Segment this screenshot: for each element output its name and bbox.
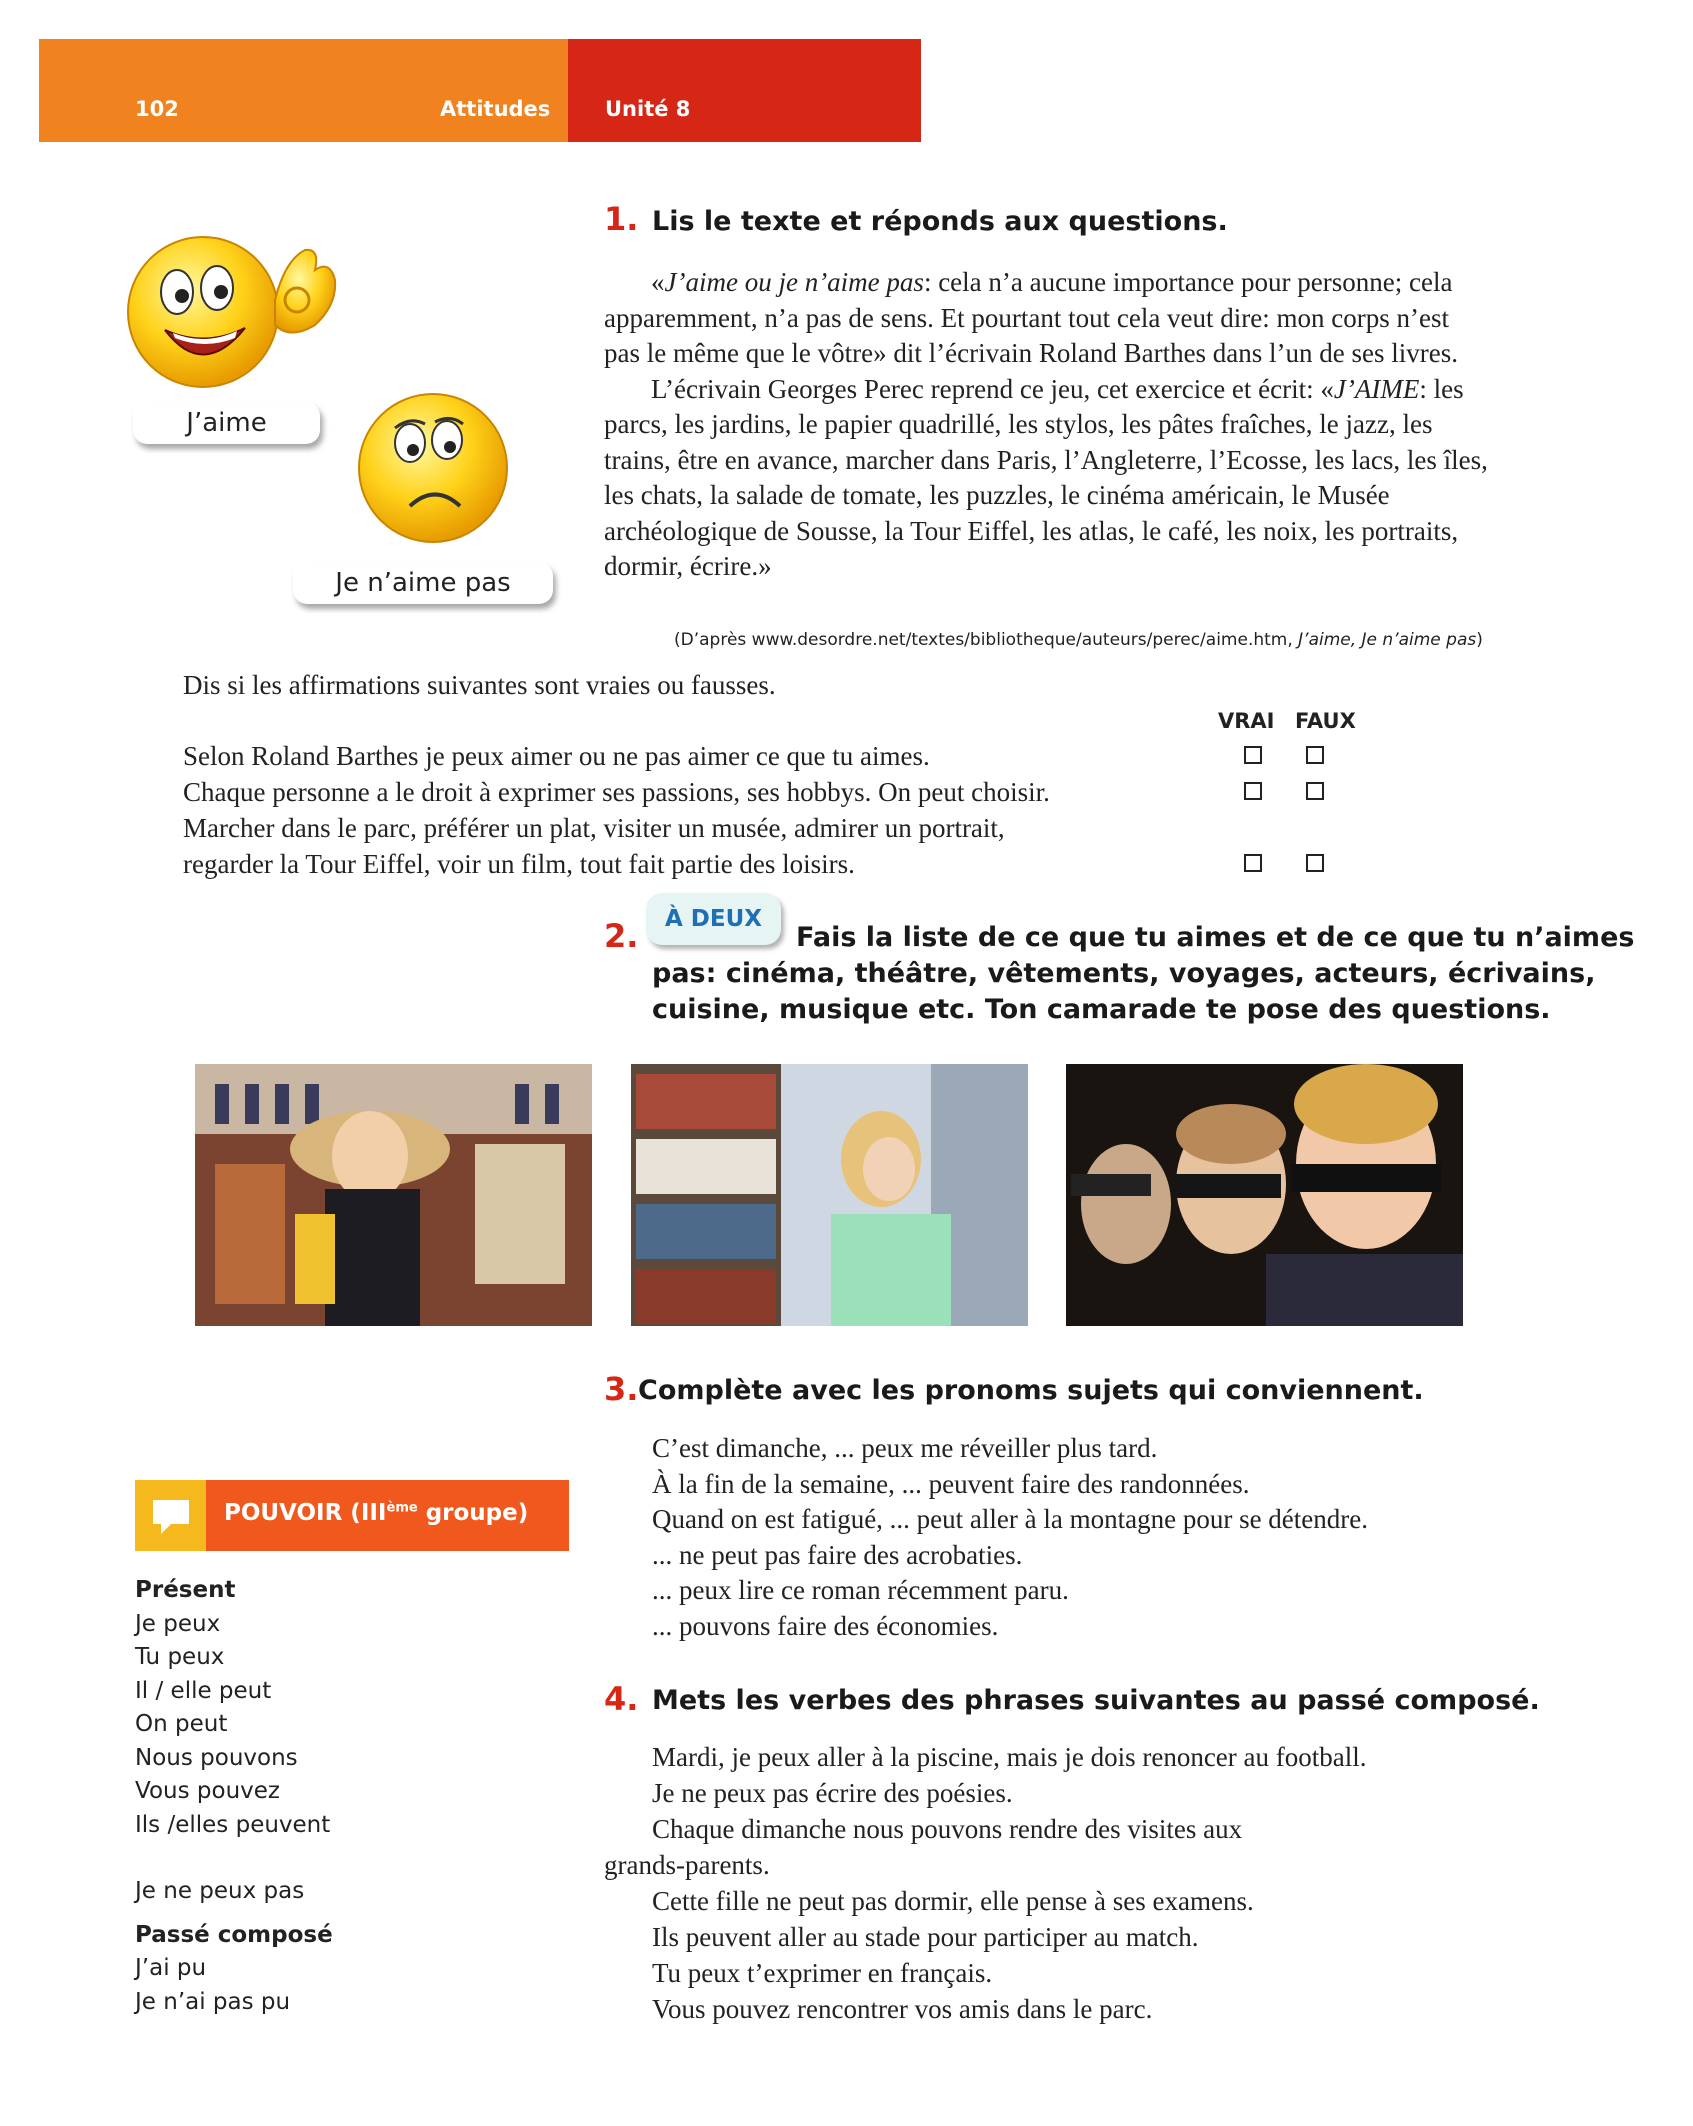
checkbox-false-3[interactable]	[1306, 854, 1324, 872]
library-girl-icon	[631, 1064, 1028, 1326]
ex1-text	[604, 265, 1489, 585]
ex4-line-2: Je ne peux pas écrire des poésies.	[652, 1778, 1013, 1808]
statement-2: Chaque personne a le droit à exprimer ses passions, ses hobbys. On peut choisir.	[183, 777, 1050, 807]
ex3-line-3: Quand on est fatigué, ... peut aller à la montagne pour se détendre.	[652, 1504, 1369, 1534]
conj-present-1: Je peux	[135, 1610, 221, 1637]
ex1-source: (D’après www.desordre.net/textes/bibliotheque/auteurs/perec/aime.htm, J’aime, Je n’aime pas)	[674, 630, 1483, 650]
conj-present-2: Tu peux	[135, 1644, 225, 1670]
col-false-header: FAUX	[1295, 709, 1356, 733]
ex4-line-6: Ils peuvent aller au stade pour participer au match.	[652, 1922, 1199, 1952]
sad-emoji-icon	[355, 388, 515, 548]
cinema-kids-icon	[1066, 1064, 1463, 1326]
ex3-lines	[652, 1431, 1368, 1644]
speech-bubble-icon	[135, 1480, 206, 1551]
checkbox-true-1[interactable]	[1244, 746, 1262, 764]
statement-3b: regarder la Tour Eiffel, voir un film, tout fait partie des loisirs.	[183, 849, 855, 879]
dislike-label: Je n’aime pas	[293, 562, 553, 604]
grammar-title-bar	[206, 1480, 569, 1551]
photo-shopping	[195, 1064, 592, 1326]
grammar-title: POUVOIR (IIIème groupe)	[224, 1500, 529, 1526]
happy-emoji-icon	[125, 230, 340, 400]
statement-3a: Marcher dans le parc, préférer un plat, visiter un musée, admirer un portrait,	[183, 813, 1005, 843]
ex1-instruction: Dis si les affirmations suivantes sont vraies ou fausses.	[183, 670, 776, 700]
checkbox-false-1[interactable]	[1306, 746, 1324, 764]
ex4-line-7: Tu peux t’exprimer en français.	[652, 1958, 993, 1988]
conj-present-5: Nous pouvons	[135, 1744, 298, 1771]
spacer	[135, 1842, 333, 1875]
conj-negative: Je ne peux pas	[135, 1878, 305, 1904]
ex3-line-6: ... pouvons faire des économies.	[652, 1610, 999, 1641]
ex4-title: Mets les verbes des phrases suivantes au passé composé.	[652, 1685, 1540, 1716]
col-true-header: VRAI	[1218, 709, 1275, 733]
page-number: 102	[135, 97, 179, 121]
ex3-line-5: ... peux lire ce roman récemment paru.	[652, 1575, 1069, 1605]
header-bar-red	[568, 39, 921, 142]
ex2-number: 2.	[604, 917, 639, 955]
grammar-icon-box	[135, 1480, 206, 1551]
ex2-title-line-3: cuisine, musique etc. Ton camarade te pose des questions.	[652, 994, 1551, 1025]
conj-present-7: Ils /elles peuvent	[135, 1811, 331, 1838]
ex3-line-1: C’est dimanche, ... peux me réveiller plus tard.	[652, 1433, 1158, 1463]
header-bar-orange	[39, 39, 568, 142]
statement-1: Selon Roland Barthes je peux aimer ou ne pas aimer ce que tu aimes.	[183, 741, 930, 771]
a-deux-badge: À DEUX	[646, 893, 781, 945]
conj-present-4: On peut	[135, 1711, 228, 1737]
photo-cinema	[1066, 1064, 1463, 1326]
ex3-line-4: ... ne peut pas faire des acrobaties.	[652, 1539, 1023, 1570]
ex1-paragraph-2: L’écrivain Georges Perec reprend ce jeu, cet exercice et écrit: «J’AIME: les parcs, les jardins, le papier quadrillé, les stylos, les pâtes fraîches, le jazz, les trains, être en avance, marcher dans Paris, l’Angleterre, l’Ecosse, les lacs, les îles, les chats, la salade de tomate, les puzzles, le cinéma américain, le Musée archéologique de Sousse, la Tour Eiffel, les atlas, le café, les noix, les portraits, dormir, écrire.»	[604, 373, 1488, 581]
conj-present-3: Il / elle peut	[135, 1677, 272, 1704]
ex2-title-line-2: pas: cinéma, théâtre, vêtements, voyages, acteurs, écrivains,	[652, 958, 1596, 989]
ex3-number: 3.	[604, 1370, 639, 1408]
present-heading: Présent	[135, 1577, 236, 1603]
ex4-line-1: Mardi, je peux aller à la piscine, mais je dois renoncer au football.	[652, 1742, 1367, 1772]
shopping-girl-icon	[195, 1064, 592, 1326]
section-title: Attitudes	[440, 97, 551, 121]
unit-title: Unité 8	[605, 97, 691, 121]
conj-passe-1: J’ai pu	[135, 1955, 207, 1981]
conj-passe-2: Je n’ai pas pu	[135, 1988, 291, 2015]
ex3-title: Complète avec les pronoms sujets qui conviennent.	[638, 1375, 1424, 1406]
checkbox-true-3[interactable]	[1244, 854, 1262, 872]
ex4-line-3: Chaque dimanche nous pouvons rendre des visites aux	[652, 1814, 1243, 1844]
checkbox-true-2[interactable]	[1244, 782, 1262, 800]
ex4-number: 4.	[604, 1680, 639, 1718]
ex2-title-line-1: Fais la liste de ce que tu aimes et de ce que tu n’aimes	[796, 922, 1635, 953]
like-label: J’aime	[133, 402, 320, 444]
ex4-line-4: grands-parents.	[604, 1850, 770, 1880]
grammar-conjugation	[135, 1574, 333, 2019]
ex1-title: Lis le texte et réponds aux questions.	[652, 206, 1228, 237]
ex1-paragraph-1: «J’aime ou je n’aime pas: cela n’a aucune importance pour personne; cela apparemment, n’a pas de sens. Et pourtant tout cela veut dire: mon corps n’est pas le même que le vôtre» dit l’écrivain Roland Barthes dans l’un de ses livres.	[604, 267, 1459, 368]
ex4-line-8: Vous pouvez rencontrer vos amis dans le parc.	[652, 1994, 1153, 2024]
ex4-line-5: Cette fille ne peut pas dormir, elle pense à ses examens.	[652, 1886, 1254, 1916]
checkbox-false-2[interactable]	[1306, 782, 1324, 800]
ex3-line-2: À la fin de la semaine, ... peuvent faire des randonnées.	[652, 1468, 1250, 1499]
conj-present-6: Vous pouvez	[135, 1778, 280, 1804]
passe-compose-heading: Passé composé	[135, 1921, 333, 1948]
photo-library	[631, 1064, 1028, 1326]
ex1-number: 1.	[604, 200, 639, 238]
